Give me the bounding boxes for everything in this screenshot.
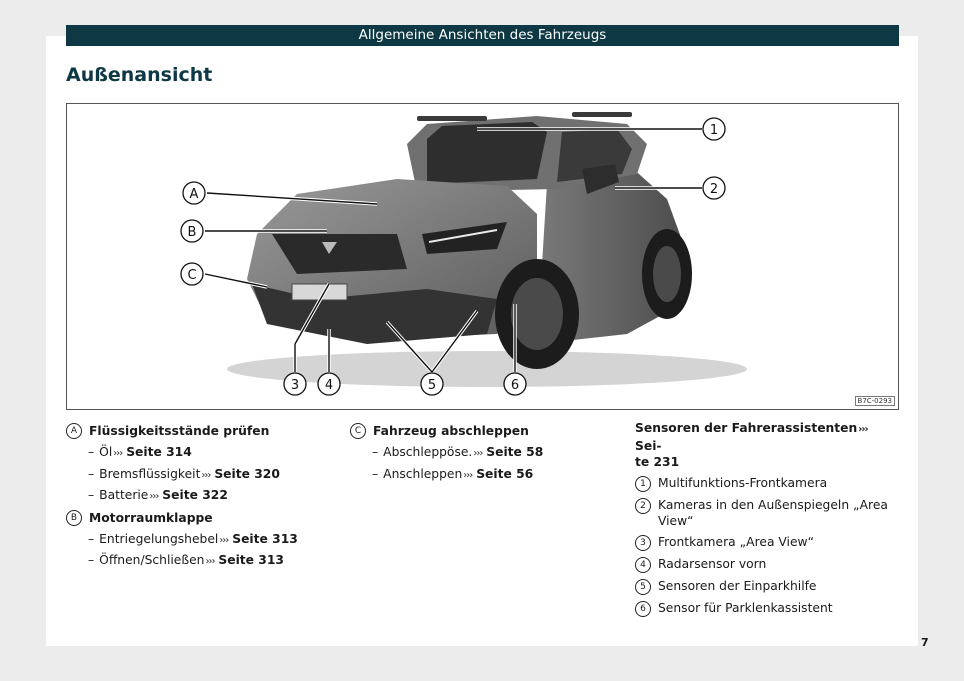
roof-rail-right	[572, 112, 632, 117]
section-letter-b: B	[66, 510, 82, 526]
page-reference-link[interactable]: Seite 322	[162, 488, 228, 502]
section-title: Motorraumklappe	[89, 510, 213, 525]
svg-text:1: 1	[709, 123, 719, 138]
sensor-item: 2 Kameras in den Außenspiegeln „Area View“	[635, 497, 897, 529]
column-left	[66, 420, 328, 572]
list-item: – Bremsflüssigkeit››› Seite 320	[88, 466, 280, 481]
callout-c	[181, 263, 203, 285]
svg-text:C: C	[187, 268, 197, 283]
item-number-badge: 1	[635, 476, 651, 492]
page-reference-link[interactable]: Seite 314	[126, 445, 192, 459]
section-title: Fahrzeug abschleppen	[373, 424, 529, 438]
svg-text:2: 2	[709, 182, 719, 197]
callout-6	[504, 373, 526, 395]
callout-1	[703, 118, 725, 140]
item-number-badge: 4	[635, 557, 651, 573]
image-code: B7C-0293	[855, 396, 895, 406]
list-item: – Batterie››› Seite 322	[88, 488, 228, 502]
sensor-item: 6 Sensor für Parklenkassistent	[635, 600, 897, 617]
sensors-heading: Sensoren der Fahrerassistenten››› Sei- te 231	[635, 421, 868, 469]
page-reference-link[interactable]: Seite 313	[218, 553, 284, 567]
list-item: – Abschleppöse.››› Seite 58	[372, 445, 544, 459]
vehicle-figure	[66, 103, 899, 410]
vehicle-illustration	[67, 104, 898, 409]
rear-rim	[653, 246, 681, 302]
callout-a	[183, 182, 205, 204]
sensor-item: 1 Multifunktions-Frontkamera	[635, 475, 897, 492]
callout-b	[181, 220, 203, 242]
page-reference-link[interactable]: Seite 320	[214, 466, 280, 481]
page-reference-link[interactable]: Seite 58	[486, 445, 544, 459]
svg-text:A: A	[189, 187, 199, 202]
list-item: – Öffnen/Schließen››› Seite 313	[88, 553, 284, 567]
callout-2	[703, 177, 725, 199]
item-number-badge: 3	[635, 535, 651, 551]
page-reference-link[interactable]: Seite 56	[476, 466, 534, 481]
svg-text:3: 3	[290, 378, 300, 393]
front-rim	[511, 278, 563, 350]
sensor-item: 3 Frontkamera „Area View“	[635, 534, 897, 551]
list-item: – Anschleppen››› Seite 56	[372, 466, 534, 481]
roof-rail-left	[417, 116, 487, 121]
callout-5	[421, 373, 443, 395]
item-number-badge: 5	[635, 579, 651, 595]
section-b-heading	[66, 507, 328, 529]
page-reference-link[interactable]: te 231	[635, 455, 680, 469]
column-middle	[350, 420, 612, 485]
sensor-item: 4 Radarsensor vorn	[635, 556, 897, 573]
svg-text:5: 5	[427, 378, 437, 393]
item-number-badge: 6	[635, 601, 651, 617]
svg-text:B: B	[187, 225, 197, 240]
page-reference-link[interactable]: Seite 313	[232, 531, 298, 546]
column-right	[635, 420, 897, 617]
svg-text:4: 4	[324, 378, 334, 393]
list-item: – Öl››› Seite 314	[88, 445, 192, 459]
chapter-header: Allgemeine Ansichten des Fahrzeugs	[66, 25, 899, 46]
callout-3	[284, 373, 306, 395]
sensor-item: 5 Sensoren der Einparkhilfe	[635, 578, 897, 595]
list-item: – Entriegelungshebel››› Seite 313	[88, 531, 298, 546]
section-letter-c: C	[350, 423, 366, 439]
callout-4	[318, 373, 340, 395]
page-number: 7	[921, 636, 929, 649]
windshield	[427, 122, 547, 184]
section-title: Flüssigkeitsstände prüfen	[89, 424, 270, 438]
section-letter-a: A	[66, 423, 82, 439]
section-c-heading	[350, 420, 612, 442]
page-title: Außenansicht	[66, 64, 213, 86]
svg-text:6: 6	[510, 378, 520, 393]
page-reference-link[interactable]: Sei-	[635, 439, 662, 453]
section-a-heading	[66, 420, 328, 442]
item-number-badge: 2	[635, 498, 651, 514]
